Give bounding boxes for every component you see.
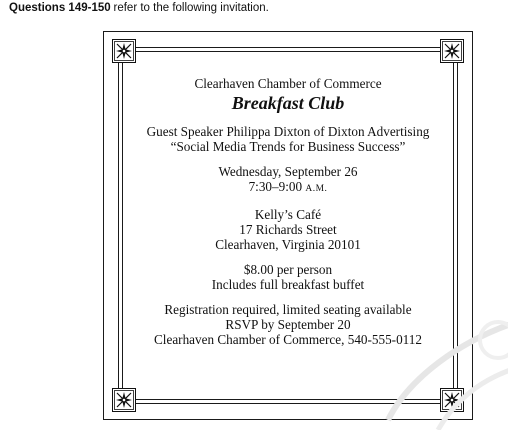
venue-section (104, 207, 472, 252)
question-header (9, 0, 269, 16)
price: $8.00 per person (243, 262, 333, 277)
datetime-section (104, 164, 472, 197)
star-ornament-icon (440, 39, 464, 63)
event-date: Wednesday, September 26 (218, 164, 358, 179)
venue-name: Kelly’s Café (254, 207, 322, 222)
star-ornament-icon (440, 388, 464, 412)
price-note: Includes full breakfast buffet (211, 277, 365, 292)
event-title: Breakfast Club (231, 93, 345, 113)
invitation-content (104, 76, 472, 347)
event-time-row (104, 179, 472, 197)
registration-section (104, 302, 472, 347)
event-time-suffix: A.M. (305, 184, 328, 194)
speaker-section (104, 124, 472, 154)
invitation-card (103, 31, 473, 420)
event-time: 7:30–9:00 (248, 179, 303, 194)
star-ornament-icon (112, 388, 136, 412)
rsvp-deadline: RSVP by September 20 (225, 317, 351, 332)
registration-note: Registration required, limited seating available (164, 302, 412, 317)
question-instruction: refer to the following invitation. (113, 2, 269, 14)
price-section (104, 262, 472, 292)
talk-title: “Social Media Trends for Business Success” (170, 139, 406, 154)
venue-city: Clearhaven, Virginia 20101 (215, 237, 361, 252)
star-ornament-icon (112, 39, 136, 63)
question-number: Questions 149-150 (9, 2, 111, 14)
organization-name: Clearhaven Chamber of Commerce (194, 76, 382, 91)
contact-info: Clearhaven Chamber of Commerce, 540-555-0112 (154, 332, 422, 347)
speaker-line: Guest Speaker Philippa Dixton of Dixton Advertising (146, 124, 430, 139)
venue-street: 17 Richards Street (239, 222, 337, 237)
